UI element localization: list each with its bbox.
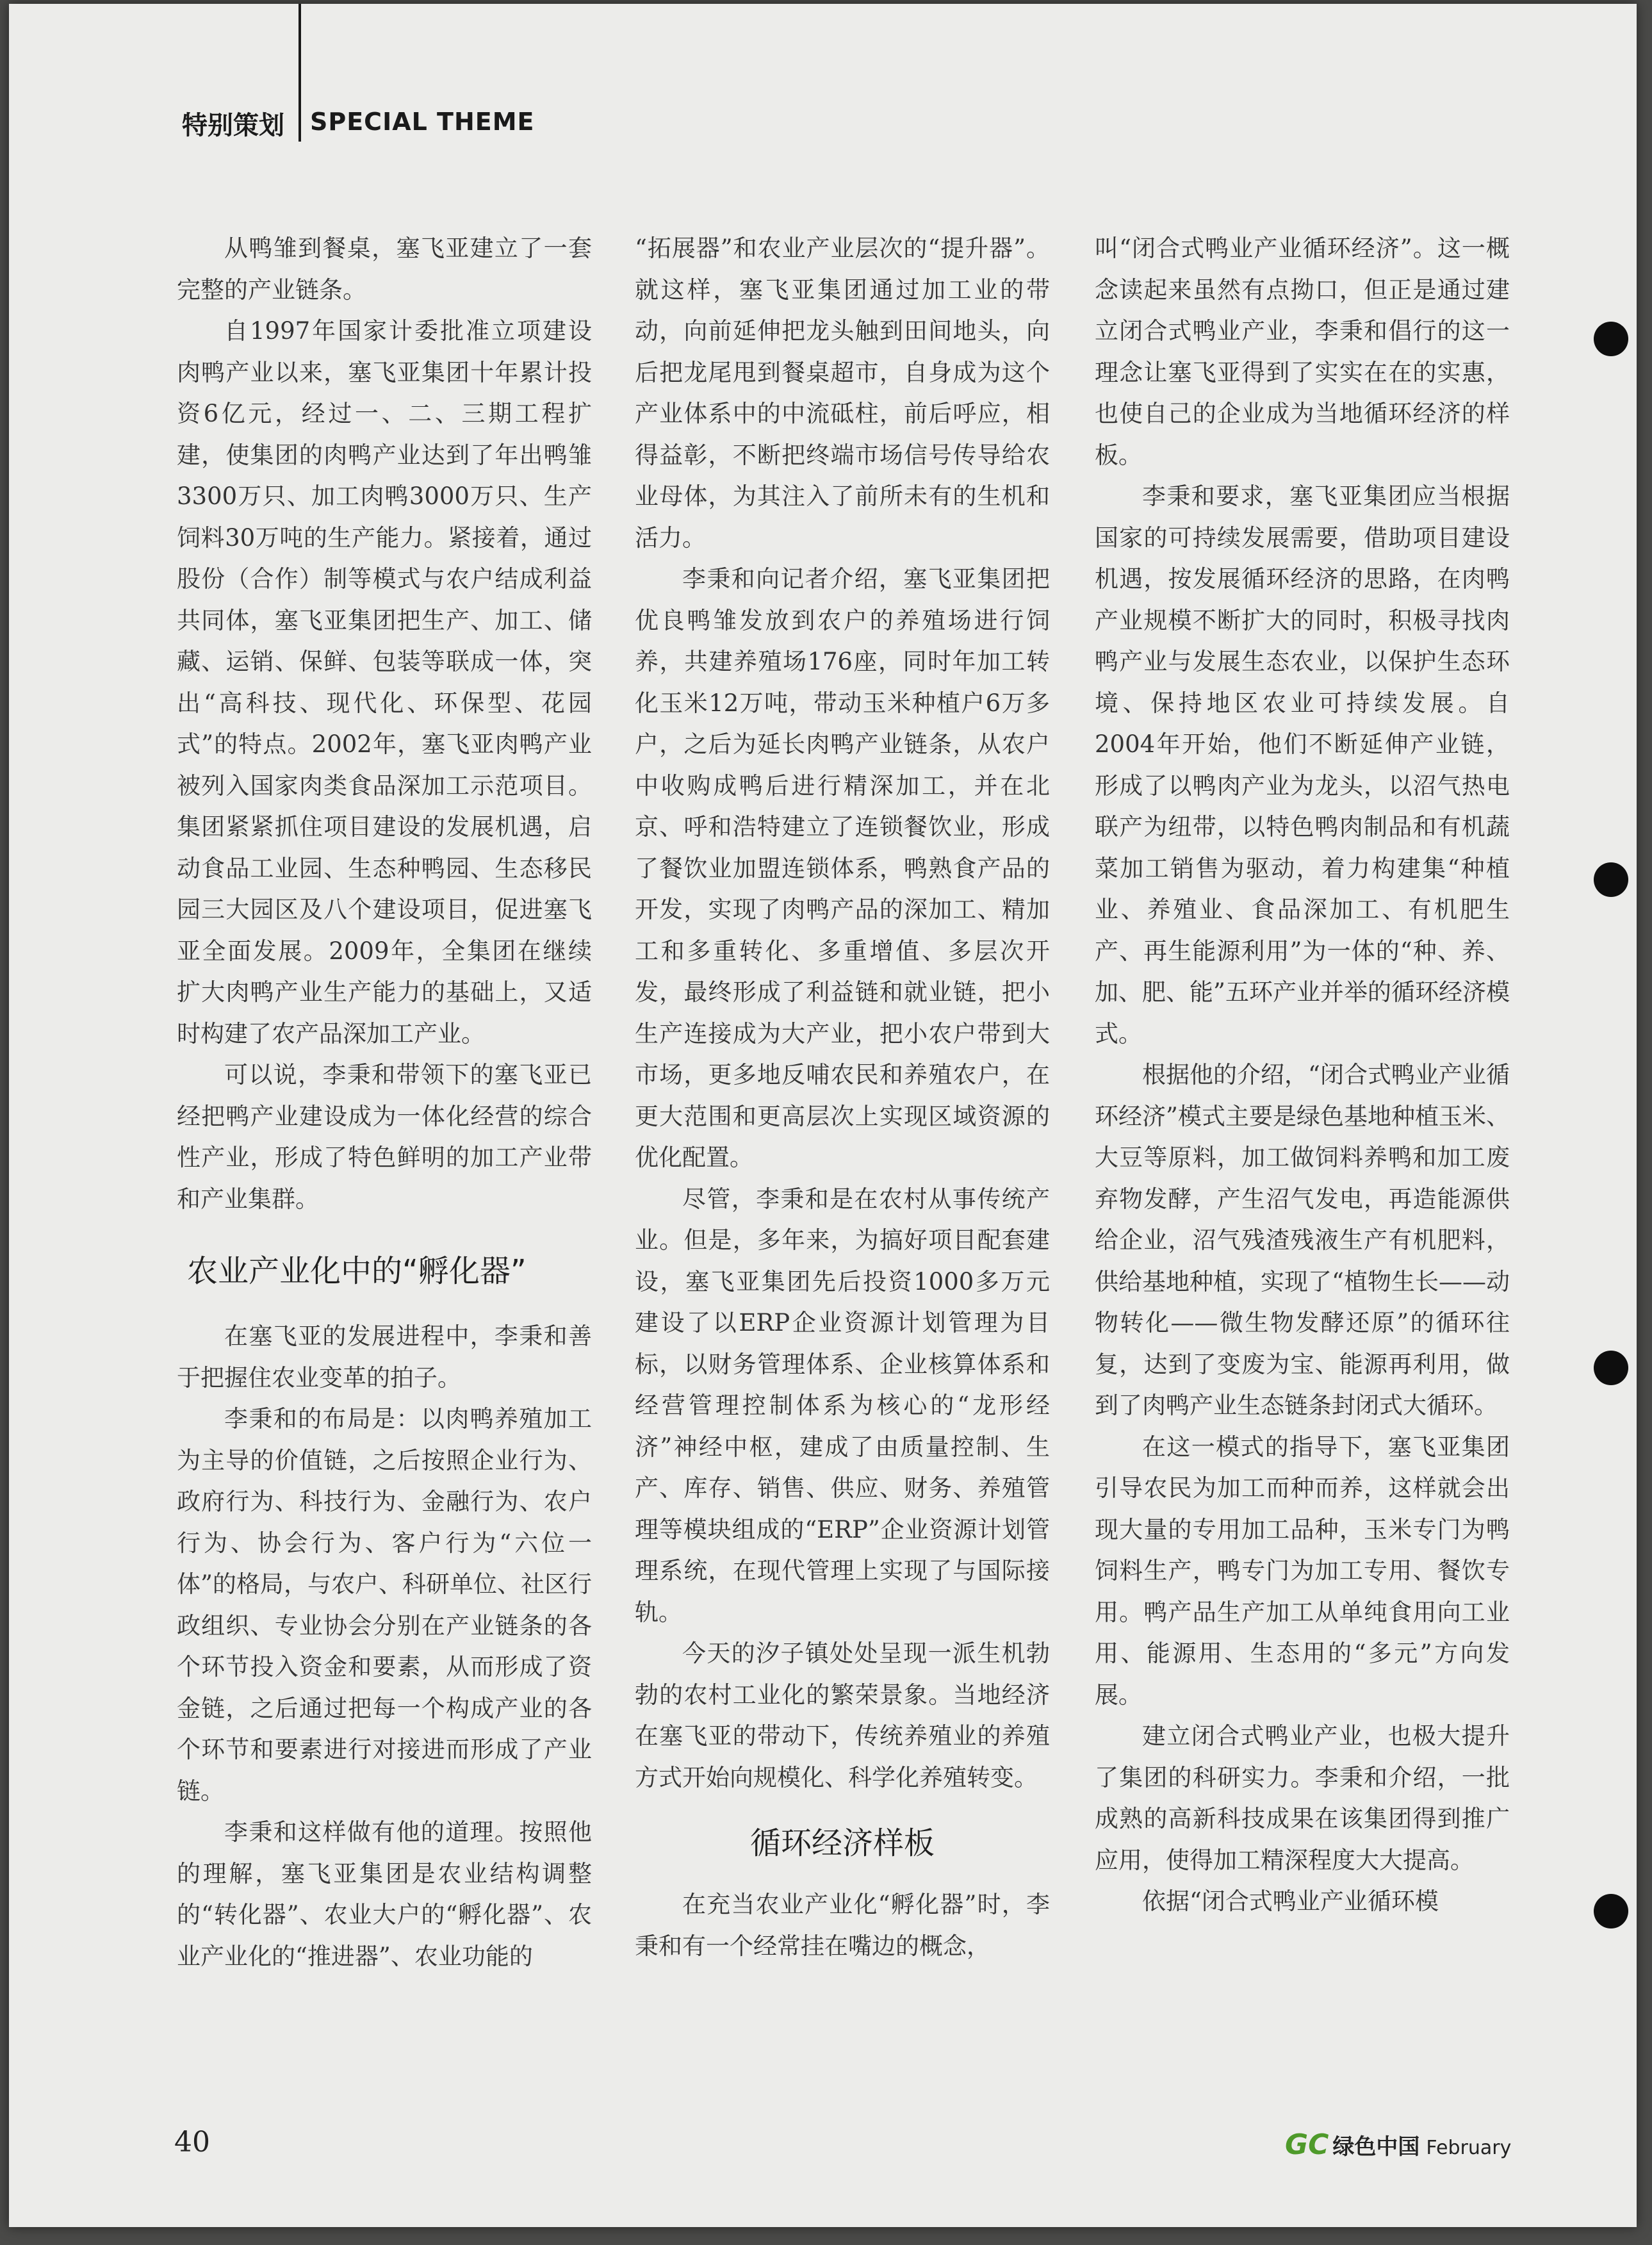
- magazine-name: 绿色中国: [1332, 2134, 1420, 2160]
- paragraph: 可以说，李秉和带领下的塞飞亚已经把鸭产业建设成为一体化经营的综合性产业，形成了特色鲜明的加工产业带和产业集群。: [177, 1061, 592, 1213]
- subheading-circular-economy: 循环经济样板: [749, 1825, 935, 1861]
- binder-hole: [1594, 1351, 1628, 1385]
- page-number: 40: [174, 2126, 210, 2159]
- magazine-brand: [1285, 2128, 1511, 2161]
- paragraph: 在塞飞亚的发展进程中，李秉和善于把握住农业变革的拍子。: [177, 1322, 592, 1392]
- paragraph: 建立闭合式鸭业产业，也极大提升了集团的科研实力。李秉和介绍，一批成熟的高新科技成果在该集团得到推广应用，使得加工精深程度大大提高。: [1095, 1722, 1510, 1874]
- gc-logo: GC: [1285, 2128, 1329, 2161]
- subheading-incubator: 农业产业化中的“孵化器”: [187, 1253, 527, 1289]
- paragraph: 从鸭雏到餐桌，塞飞亚建立了一套完整的产业链条。: [177, 234, 592, 304]
- section-title-en: SPECIAL THEME: [310, 108, 535, 136]
- paragraph: 李秉和向记者介绍，塞飞亚集团把优良鸭雏发放到农户的养殖场进行饲养，共建养殖场176座，同时年加工转化玉米12万吨，带动玉米种植户6万多户，之后为延长肉鸭产业链条，从农户中收购成鸭后进行精深加工，并在北京、呼和浩特建立了连锁餐饮业，形成了餐饮业加盟连锁体系，鸭熟食产品的开发，实现了肉鸭产品的深加工、精加工和多重转化、多重增值、多层次开发，最终形成了利益链和就业链，把小生产连接成为大产业，把小农户带到大市场，更多地反哺农民和养殖农户，在更大范围和更高层次上实现区域资源的优化配置。: [635, 565, 1050, 1171]
- binder-hole: [1594, 322, 1628, 356]
- binder-hole: [1594, 1894, 1628, 1928]
- paragraph: 叫“闭合式鸭业产业循环经济”。这一概念读起来虽然有点拗口，但正是通过建立闭合式鸭业产业，李秉和倡行的这一理念让塞飞亚得到了实实在在的实惠，也使自己的企业成为当地循环经济的样板。: [1095, 234, 1510, 469]
- paragraph: 在充当农业产业化“孵化器”时，李秉和有一个经常挂在嘴边的概念，: [635, 1891, 1050, 1960]
- text-column-3: [1095, 228, 1510, 2022]
- paragraph: 在这一模式的指导下，塞飞亚集团引导农民为加工而种而养，这样就会出现大量的专用加工品种，玉米专门为鸭饲料生产，鸭专门为加工专用、餐饮专用。鸭产品生产加工从单纯食用向工业用、能源用、生态用的“多元”方向发展。: [1095, 1433, 1510, 1709]
- paragraph: “拓展器”和农业产业层次的“提升器”。就这样，塞飞亚集团通过加工业的带动，向前延伸把龙头触到田间地头，向后把龙尾甩到餐桌超市，自身成为这个产业体系中的中流砥柱，前后呼应，相得益彰，不断把终端市场信号传导给农业母体，为其注入了前所未有的生机和活力。: [635, 234, 1050, 552]
- magazine-page: [9, 4, 1637, 2227]
- header-divider: [299, 4, 301, 142]
- text-column-1: [177, 228, 592, 2022]
- paragraph: 李秉和的布局是：以肉鸭养殖加工为主导的价值链，之后按照企业行为、政府行为、科技行为、金融行为、农户行为、协会行为、客户行为“六位一体”的格局，与农户、科研单位、社区行政组织、专业协会分别在产业链条的各个环节投入资金和要素，从而形成了资金链，之后通过把每一个构成产业的各个环节和要素进行对接进而形成了产业链。: [177, 1405, 592, 1805]
- paragraph: 今天的汐子镇处处呈现一派生机勃勃的农村工业化的繁荣景象。当地经济在塞飞亚的带动下，传统养殖业的养殖方式开始向规模化、科学化养殖转变。: [635, 1640, 1050, 1791]
- paragraph: 李秉和这样做有他的道理。按照他的理解，塞飞亚集团是农业结构调整的“转化器”、农业大户的“孵化器”、农业产业化的“推进器”、农业功能的: [177, 1818, 592, 1970]
- binder-hole: [1594, 862, 1628, 897]
- issue-month: February: [1426, 2137, 1512, 2159]
- section-title-cn: 特别策划: [182, 111, 284, 140]
- paragraph: 依据“闭合式鸭业产业循环模: [1142, 1887, 1439, 1915]
- paragraph: 李秉和要求，塞飞亚集团应当根据国家的可持续发展需要，借助项目建设机遇，按发展循环经济的思路，在肉鸭产业规模不断扩大的同时，积极寻找肉鸭产业与发展生态农业，以保护生态环境、保持地区农业可持续发展。自2004年开始，他们不断延伸产业链，形成了以鸭肉产业为龙头，以沼气热电联产为纽带，以特色鸭肉制品和有机蔬菜加工销售为驱动，着力构建集“种植业、养殖业、食品深加工、有机肥生产、再生能源利用”为一体的“种、养、加、肥、能”五环产业并举的循环经济模式。: [1095, 482, 1510, 1048]
- paragraph: 根据他的介绍，“闭合式鸭业产业循环经济”模式主要是绿色基地种植玉米、大豆等原料，加工做饲料养鸭和加工废弃物发酵，产生沼气发电，再造能源供给企业，沼气残渣残液生产有机肥料，供给基地种植，实现了“植物生长——动物转化——微生物发酵还原”的循环往复，达到了变废为宝、能源再利用，做到了肉鸭产业生态链条封闭式大循环。: [1095, 1061, 1510, 1419]
- paragraph: 尽管，李秉和是在农村从事传统产业。但是，多年来，为搞好项目配套建设，塞飞亚集团先后投资1000多万元建设了以ERP企业资源计划管理为目标，以财务管理体系、企业核算体系和经营管理控制体系为核心的“龙形经济”神经中枢，建成了由质量控制、生产、库存、销售、供应、财务、养殖管理等模块组成的“ERP”企业资源计划管理系统，在现代管理上实现了与国际接轨。: [635, 1185, 1050, 1626]
- text-column-2: [635, 228, 1050, 2022]
- paragraph: 自1997年国家计委批准立项建设肉鸭产业以来，塞飞亚集团十年累计投资6亿元，经过一、二、三期工程扩建，使集团的肉鸭产业达到了年出鸭雏3300万只、加工肉鸭3000万只、生产饲料30万吨的生产能力。紧接着，通过股份（合作）制等模式与农户结成利益共同体，塞飞亚集团把生产、加工、储藏、运销、保鲜、包装等联成一体，突出“高科技、现代化、环保型、花园式”的特点。2002年，塞飞亚肉鸭产业被列入国家肉类食品深加工示范项目。集团紧紧抓住项目建设的发展机遇，启动食品工业园、生态种鸭园、生态移民园三大园区及八个建设项目，促进塞飞亚全面发展。2009年，全集团在继续扩大肉鸭产业生产能力的基础上，又适时构建了农产品深加工产业。: [177, 317, 592, 1048]
